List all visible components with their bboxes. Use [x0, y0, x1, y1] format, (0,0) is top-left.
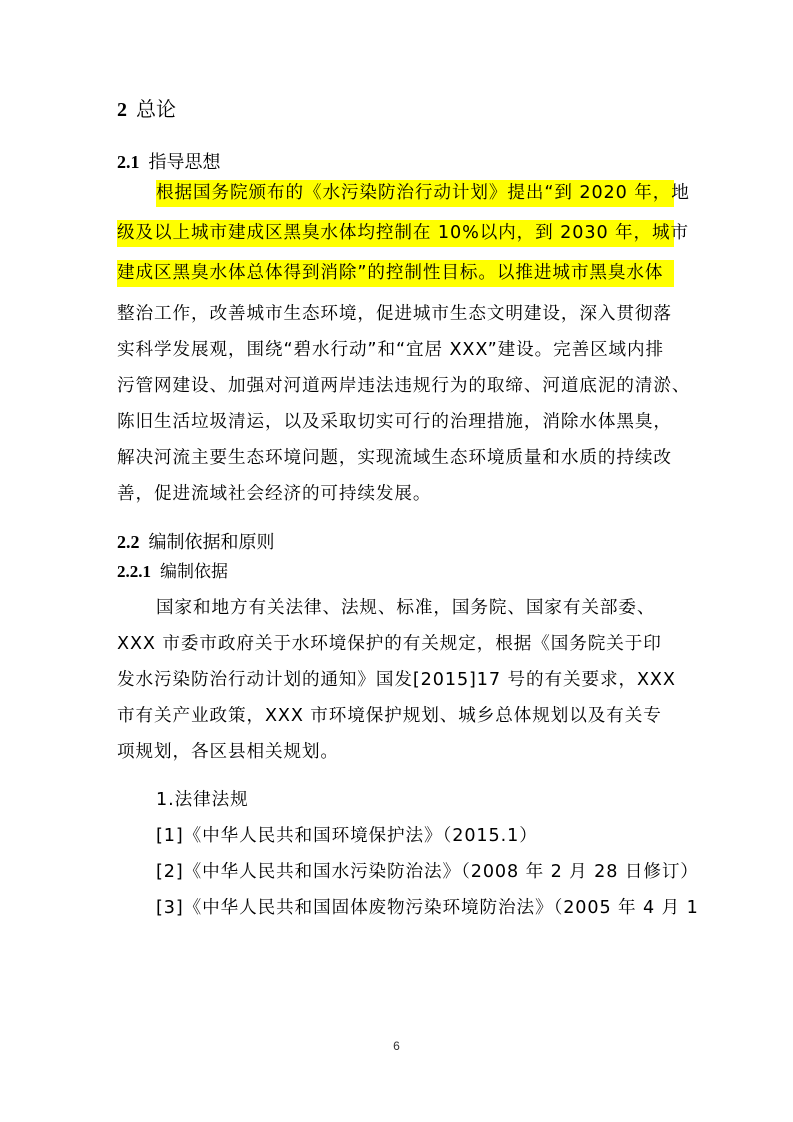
paragraph-line: 整治工作，改善城市生态环境，促进城市生态文明建设，深入贯彻落: [117, 304, 672, 324]
highlighted-text: 建成区黑臭水体总体得到消除”的控制性目标。以推进城市黑臭水体: [117, 260, 674, 287]
paragraph-line: 陈旧生活垃圾清运，以及采取切实可行的治理措施，消除水体黑臭，: [117, 412, 672, 432]
highlighted-text: 根据国务院颁布的《水污染防治行动计划》提出“到 2020 年，地: [156, 180, 674, 207]
paragraph-line: 国家和地方有关法律、法规、标准，国务院、国家有关部委、: [156, 598, 656, 618]
heading-number: 2: [117, 99, 127, 121]
reference-item: [2]《中华人民共和国水污染防治法》（2008 年 2 月 28 日修订）: [156, 862, 699, 882]
heading-section-2-2-1: [117, 558, 674, 586]
paragraph-compilation-basis: [117, 590, 674, 770]
heading-title: 总论: [136, 97, 176, 121]
highlighted-text: 级及以上城市建成区黑臭水体均控制在 10%以内，到 2030 年，城市: [117, 220, 674, 247]
page-content: [117, 94, 699, 926]
paragraph-line: 市有关产业政策，XXX 市环境保护规划、城乡总体规划以及有关专: [117, 706, 662, 726]
heading-number: 2.1: [117, 152, 140, 172]
heading-number: 2.2.1: [117, 562, 151, 581]
paragraph-line: 污管网建设、加强对河道两岸违法违规行为的取缔、河道底泥的清淤、: [117, 376, 691, 396]
paragraph-line: 实科学发展观，围绕“碧水行动”和“宜居 XXX”建设。完善区域内排: [117, 340, 665, 360]
reference-item: [1]《中华人民共和国环境保护法》（2015.1）: [156, 826, 538, 846]
heading-title: 编制依据: [160, 562, 228, 582]
spacer: [117, 770, 674, 782]
paragraph-line: 发水污染防治行动计划的通知》国发[2015]17 号的有关要求，XXX: [117, 670, 676, 690]
heading-title: 编制依据和原则: [148, 532, 275, 553]
paragraph-line: 项规划，各区县相关规划。: [117, 742, 339, 762]
paragraph-line: 解决河流主要生态环境问题，实现流域生态环境质量和水质的持续改: [117, 448, 672, 468]
paragraph-line: XXX 市委市政府关于水环境保护的有关规定，根据《国务院关于印: [117, 634, 662, 654]
paragraph-line: 善，促进流域社会经济的可持续发展。: [117, 484, 432, 504]
paragraph-line-highlighted: [117, 260, 674, 296]
heading-number: 2.2: [117, 532, 140, 552]
spacer: [117, 512, 674, 528]
page-number: 6: [393, 1039, 400, 1053]
heading-title: 指导思想: [148, 152, 221, 173]
heading-chapter-2: [117, 94, 674, 124]
paragraph-guiding-ideology: [117, 180, 691, 512]
heading-section-2-2: [117, 528, 674, 556]
list-title: 1.法律法规: [156, 790, 249, 810]
paragraph-line-highlighted: [117, 220, 690, 256]
laws-regulations-list: [117, 782, 699, 926]
heading-section-2-1: [117, 148, 674, 176]
paragraph-line-highlighted: [117, 180, 690, 216]
reference-item: [3]《中华人民共和国固体废物污染环境防治法》（2005 年 4 月 1: [156, 898, 699, 918]
